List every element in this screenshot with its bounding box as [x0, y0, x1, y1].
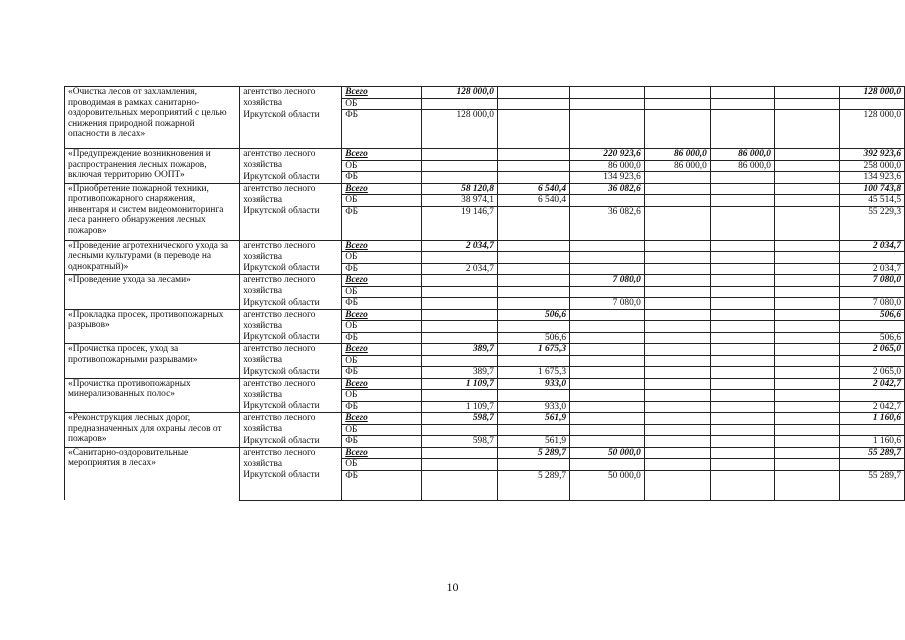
amount-cell: 561,9 — [497, 413, 569, 425]
amount-cell: 7 080,0 — [839, 298, 904, 310]
amount-cell — [497, 252, 569, 264]
amount-cell: 2 034,7 — [839, 263, 904, 275]
amount-cell — [497, 240, 569, 252]
table-row-total — [65, 87, 905, 99]
amount-cell — [710, 447, 774, 459]
amount-cell: 55 289,7 — [839, 470, 904, 500]
amount-cell — [710, 355, 774, 367]
funding-source: ОБ — [342, 286, 422, 298]
activity-name: «Прокладка просек, противопожарных разрывов» — [65, 309, 240, 344]
funding-source: Всего — [342, 413, 422, 425]
activity-name: «Приобретение пожарной техники, противопожарного снаряжения, инвентаря и систем видеомониторинга леса раннего обнаружения лесных пожаров» — [65, 183, 240, 240]
table-row-total — [65, 413, 905, 425]
amount-cell — [710, 401, 774, 413]
amount-cell — [644, 172, 710, 184]
amount-cell — [644, 206, 710, 240]
amount-cell — [422, 172, 498, 184]
funding-source: ФБ — [342, 263, 422, 275]
amount-cell — [710, 286, 774, 298]
amount-cell — [497, 355, 569, 367]
amount-cell — [422, 286, 498, 298]
amount-cell — [644, 275, 710, 287]
amount-cell — [710, 367, 774, 379]
amount-cell — [710, 87, 774, 99]
amount-cell: 6 540,4 — [497, 183, 569, 195]
amount-cell — [644, 401, 710, 413]
amount-cell — [422, 424, 498, 436]
amount-cell — [839, 355, 904, 367]
amount-cell — [839, 252, 904, 264]
executor: агентство лесного — [240, 378, 342, 390]
amount-cell — [774, 390, 839, 402]
funding-source: ФБ — [342, 470, 422, 500]
executor: Иркутской области — [240, 263, 342, 275]
amount-cell — [570, 240, 645, 252]
executor: агентство лесного — [240, 447, 342, 459]
funding-source: ФБ — [342, 206, 422, 240]
executor: хозяйства — [240, 390, 342, 402]
amount-cell — [839, 286, 904, 298]
amount-cell — [710, 344, 774, 356]
activity-name: «Проведение ухода за лесами» — [65, 275, 240, 310]
funding-source: ФБ — [342, 436, 422, 448]
amount-cell — [774, 401, 839, 413]
amount-cell — [710, 436, 774, 448]
amount-cell: 389,7 — [422, 344, 498, 356]
amount-cell — [774, 321, 839, 333]
amount-cell — [570, 98, 645, 110]
amount-cell: 389,7 — [422, 367, 498, 379]
amount-cell — [422, 355, 498, 367]
funding-source: Всего — [342, 149, 422, 161]
amount-cell — [422, 459, 498, 471]
amount-cell: 2 065,0 — [839, 344, 904, 356]
amount-cell — [710, 298, 774, 310]
executor: агентство лесного — [240, 275, 342, 287]
amount-cell — [774, 183, 839, 195]
amount-cell — [774, 332, 839, 344]
activity-name: «Очистка лесов от захламления, проводимая в рамках санитарно-оздоровительных мероприятий с целью снижения природной пожарной опасности в лесах» — [65, 87, 240, 149]
amount-cell — [570, 252, 645, 264]
amount-cell: 1 675,3 — [497, 344, 569, 356]
funding-source: ОБ — [342, 195, 422, 207]
amount-cell: 561,9 — [497, 436, 569, 448]
amount-cell: 2 034,7 — [422, 240, 498, 252]
funding-source: ОБ — [342, 252, 422, 264]
table-row-total — [65, 183, 905, 195]
amount-cell — [570, 424, 645, 436]
amount-cell — [644, 424, 710, 436]
amount-cell — [644, 470, 710, 500]
amount-cell: 933,0 — [497, 401, 569, 413]
funding-source: Всего — [342, 378, 422, 390]
amount-cell: 86 000,0 — [710, 149, 774, 161]
amount-cell — [774, 240, 839, 252]
amount-cell — [774, 447, 839, 459]
amount-cell — [497, 263, 569, 275]
amount-cell: 50 000,0 — [570, 447, 645, 459]
amount-cell — [497, 172, 569, 184]
amount-cell — [570, 321, 645, 333]
amount-cell — [710, 378, 774, 390]
amount-cell: 5 289,7 — [497, 470, 569, 500]
funding-source: ФБ — [342, 172, 422, 184]
amount-cell — [774, 252, 839, 264]
amount-cell — [422, 149, 498, 161]
funding-source: Всего — [342, 240, 422, 252]
funding-source: ФБ — [342, 110, 422, 149]
amount-cell — [710, 172, 774, 184]
amount-cell: 598,7 — [422, 436, 498, 448]
table-row-total — [65, 378, 905, 390]
amount-cell — [644, 286, 710, 298]
amount-cell — [422, 332, 498, 344]
amount-cell — [497, 98, 569, 110]
funding-source: ОБ — [342, 459, 422, 471]
amount-cell — [644, 87, 710, 99]
funding-source: Всего — [342, 309, 422, 321]
amount-cell — [710, 413, 774, 425]
amount-cell: 392 923,6 — [839, 149, 904, 161]
amount-cell — [839, 321, 904, 333]
amount-cell: 7 080,0 — [570, 298, 645, 310]
amount-cell — [774, 286, 839, 298]
amount-cell: 134 923,6 — [570, 172, 645, 184]
amount-cell: 1 109,7 — [422, 401, 498, 413]
executor: хозяйства — [240, 195, 342, 207]
amount-cell: 86 000,0 — [710, 160, 774, 172]
amount-cell — [497, 87, 569, 99]
funding-source: Всего — [342, 447, 422, 459]
amount-cell — [644, 355, 710, 367]
amount-cell: 1 109,7 — [422, 378, 498, 390]
amount-cell: 2 034,7 — [839, 240, 904, 252]
amount-cell — [644, 240, 710, 252]
amount-cell — [422, 98, 498, 110]
amount-cell — [710, 459, 774, 471]
amount-cell — [710, 183, 774, 195]
amount-cell — [839, 390, 904, 402]
activity-name: «Прочистка просек, уход за противопожарными разрывами» — [65, 344, 240, 379]
amount-cell — [710, 275, 774, 287]
amount-cell — [497, 321, 569, 333]
amount-cell: 933,0 — [497, 378, 569, 390]
amount-cell: 86 000,0 — [570, 160, 645, 172]
amount-cell: 7 080,0 — [839, 275, 904, 287]
table-row-total — [65, 275, 905, 287]
amount-cell — [774, 160, 839, 172]
funding-source: ФБ — [342, 367, 422, 379]
executor: Иркутской области — [240, 206, 342, 240]
amount-cell — [644, 378, 710, 390]
executor: хозяйства — [240, 252, 342, 264]
funding-source: Всего — [342, 183, 422, 195]
amount-cell — [422, 309, 498, 321]
amount-cell: 36 082,6 — [570, 206, 645, 240]
amount-cell — [774, 87, 839, 99]
amount-cell: 128 000,0 — [839, 110, 904, 149]
amount-cell: 128 000,0 — [422, 87, 498, 99]
executor: Иркутской области — [240, 298, 342, 310]
amount-cell — [644, 332, 710, 344]
amount-cell — [839, 424, 904, 436]
amount-cell: 100 743,8 — [839, 183, 904, 195]
amount-cell — [774, 195, 839, 207]
amount-cell — [422, 275, 498, 287]
amount-cell — [774, 110, 839, 149]
amount-cell — [774, 172, 839, 184]
amount-cell — [710, 424, 774, 436]
amount-cell: 7 080,0 — [570, 275, 645, 287]
amount-cell — [644, 298, 710, 310]
amount-cell — [710, 206, 774, 240]
executor: Иркутской области — [240, 110, 342, 149]
amount-cell — [644, 110, 710, 149]
amount-cell — [710, 195, 774, 207]
amount-cell — [497, 298, 569, 310]
executor: агентство лесного — [240, 149, 342, 161]
executor: хозяйства — [240, 355, 342, 367]
amount-cell: 1 675,3 — [497, 367, 569, 379]
amount-cell — [774, 98, 839, 110]
amount-cell — [644, 436, 710, 448]
amount-cell: 1 160,6 — [839, 436, 904, 448]
amount-cell: 6 540,4 — [497, 195, 569, 207]
activity-name: «Прочистка противопожарных минерализованных полос» — [65, 378, 240, 413]
executor: Иркутской области — [240, 332, 342, 344]
amount-cell — [570, 367, 645, 379]
amount-cell: 50 000,0 — [570, 470, 645, 500]
amount-cell — [710, 110, 774, 149]
amount-cell — [710, 390, 774, 402]
budget-table — [64, 86, 905, 501]
amount-cell — [644, 252, 710, 264]
amount-cell — [774, 275, 839, 287]
amount-cell — [644, 309, 710, 321]
amount-cell — [570, 286, 645, 298]
funding-source: Всего — [342, 344, 422, 356]
table-row-total — [65, 344, 905, 356]
amount-cell: 128 000,0 — [422, 110, 498, 149]
program-activities-table — [64, 86, 905, 501]
executor: Иркутской области — [240, 367, 342, 379]
amount-cell — [774, 263, 839, 275]
amount-cell — [570, 195, 645, 207]
executor: агентство лесного — [240, 87, 342, 99]
activity-name: «Предупреждение возникновения и распространения лесных пожаров, включая территорию ООПТ» — [65, 149, 240, 184]
amount-cell — [497, 390, 569, 402]
amount-cell — [774, 470, 839, 500]
amount-cell — [710, 470, 774, 500]
amount-cell: 55 289,7 — [839, 447, 904, 459]
executor: Иркутской области — [240, 470, 342, 500]
executor: хозяйства — [240, 160, 342, 172]
executor: Иркутской области — [240, 436, 342, 448]
amount-cell — [839, 98, 904, 110]
amount-cell: 2 065,0 — [839, 367, 904, 379]
executor: хозяйства — [240, 286, 342, 298]
amount-cell — [710, 332, 774, 344]
amount-cell — [644, 321, 710, 333]
amount-cell: 5 289,7 — [497, 447, 569, 459]
amount-cell: 38 974,1 — [422, 195, 498, 207]
amount-cell — [710, 309, 774, 321]
executor: хозяйства — [240, 321, 342, 333]
funding-source: ОБ — [342, 390, 422, 402]
amount-cell — [710, 321, 774, 333]
amount-cell — [570, 87, 645, 99]
funding-source: ОБ — [342, 424, 422, 436]
funding-source: ФБ — [342, 401, 422, 413]
executor: агентство лесного — [240, 413, 342, 425]
amount-cell — [422, 390, 498, 402]
funding-source: ФБ — [342, 332, 422, 344]
amount-cell — [710, 263, 774, 275]
amount-cell: 55 229,3 — [839, 206, 904, 240]
funding-source: Всего — [342, 87, 422, 99]
executor: хозяйства — [240, 459, 342, 471]
amount-cell: 506,6 — [497, 332, 569, 344]
amount-cell — [644, 390, 710, 402]
amount-cell — [644, 263, 710, 275]
amount-cell — [644, 344, 710, 356]
amount-cell — [422, 321, 498, 333]
amount-cell — [497, 286, 569, 298]
amount-cell — [644, 98, 710, 110]
funding-source: ОБ — [342, 160, 422, 172]
activity-name: «Реконструкция лесных дорог, предназначенных для охраны лесов от пожаров» — [65, 413, 240, 448]
amount-cell — [570, 459, 645, 471]
amount-cell — [774, 436, 839, 448]
amount-cell — [774, 355, 839, 367]
amount-cell: 86 000,0 — [644, 160, 710, 172]
amount-cell — [774, 344, 839, 356]
amount-cell — [644, 413, 710, 425]
amount-cell: 258 000,0 — [839, 160, 904, 172]
amount-cell: 598,7 — [422, 413, 498, 425]
amount-cell: 45 514,5 — [839, 195, 904, 207]
activity-name: «Проведение агротехнического ухода за лесными культурами (в переводе на однократный)» — [65, 240, 240, 275]
amount-cell — [644, 183, 710, 195]
amount-cell — [644, 459, 710, 471]
amount-cell — [422, 160, 498, 172]
amount-cell — [839, 459, 904, 471]
amount-cell — [644, 195, 710, 207]
amount-cell — [570, 332, 645, 344]
amount-cell: 128 000,0 — [839, 87, 904, 99]
funding-source: ОБ — [342, 98, 422, 110]
amount-cell — [570, 401, 645, 413]
amount-cell — [774, 424, 839, 436]
amount-cell — [570, 436, 645, 448]
amount-cell: 134 923,6 — [839, 172, 904, 184]
amount-cell: 2 042,7 — [839, 378, 904, 390]
amount-cell: 506,6 — [839, 309, 904, 321]
amount-cell: 86 000,0 — [644, 149, 710, 161]
amount-cell: 506,6 — [497, 309, 569, 321]
table-row-total — [65, 240, 905, 252]
funding-source: ОБ — [342, 321, 422, 333]
amount-cell: 2 042,7 — [839, 401, 904, 413]
amount-cell — [774, 149, 839, 161]
amount-cell — [710, 240, 774, 252]
amount-cell — [774, 298, 839, 310]
amount-cell — [497, 160, 569, 172]
amount-cell: 506,6 — [839, 332, 904, 344]
amount-cell — [497, 206, 569, 240]
amount-cell — [497, 149, 569, 161]
amount-cell — [422, 252, 498, 264]
executor: агентство лесного — [240, 309, 342, 321]
amount-cell — [497, 275, 569, 287]
amount-cell: 1 160,6 — [839, 413, 904, 425]
executor: агентство лесного — [240, 183, 342, 195]
amount-cell — [774, 378, 839, 390]
amount-cell: 220 923,6 — [570, 149, 645, 161]
amount-cell — [644, 367, 710, 379]
amount-cell — [422, 447, 498, 459]
amount-cell: 19 146,7 — [422, 206, 498, 240]
funding-source: ОБ — [342, 355, 422, 367]
table-row-total — [65, 447, 905, 459]
amount-cell — [774, 309, 839, 321]
amount-cell — [570, 344, 645, 356]
amount-cell — [570, 378, 645, 390]
table-row-total — [65, 149, 905, 161]
amount-cell — [497, 424, 569, 436]
executor: агентство лесного — [240, 344, 342, 356]
amount-cell — [774, 367, 839, 379]
amount-cell — [774, 459, 839, 471]
activity-name: «Санитарно-оздоровительные мероприятия в лесах» — [65, 447, 240, 500]
amount-cell — [422, 298, 498, 310]
amount-cell — [570, 355, 645, 367]
funding-source: ФБ — [342, 298, 422, 310]
funding-source: Всего — [342, 275, 422, 287]
amount-cell — [710, 98, 774, 110]
amount-cell — [644, 447, 710, 459]
executor: хозяйства — [240, 424, 342, 436]
amount-cell — [710, 252, 774, 264]
amount-cell — [774, 413, 839, 425]
executor: хозяйства — [240, 98, 342, 110]
amount-cell — [497, 459, 569, 471]
amount-cell — [570, 263, 645, 275]
executor: агентство лесного — [240, 240, 342, 252]
amount-cell: 58 120,8 — [422, 183, 498, 195]
amount-cell — [422, 470, 498, 500]
amount-cell — [570, 110, 645, 149]
amount-cell — [570, 413, 645, 425]
amount-cell — [570, 390, 645, 402]
amount-cell: 2 034,7 — [422, 263, 498, 275]
executor: Иркутской области — [240, 401, 342, 413]
table-row-total — [65, 309, 905, 321]
amount-cell — [497, 110, 569, 149]
amount-cell — [774, 206, 839, 240]
executor: Иркутской области — [240, 172, 342, 184]
page-number: 10 — [446, 580, 459, 594]
amount-cell: 36 082,6 — [570, 183, 645, 195]
amount-cell — [570, 309, 645, 321]
